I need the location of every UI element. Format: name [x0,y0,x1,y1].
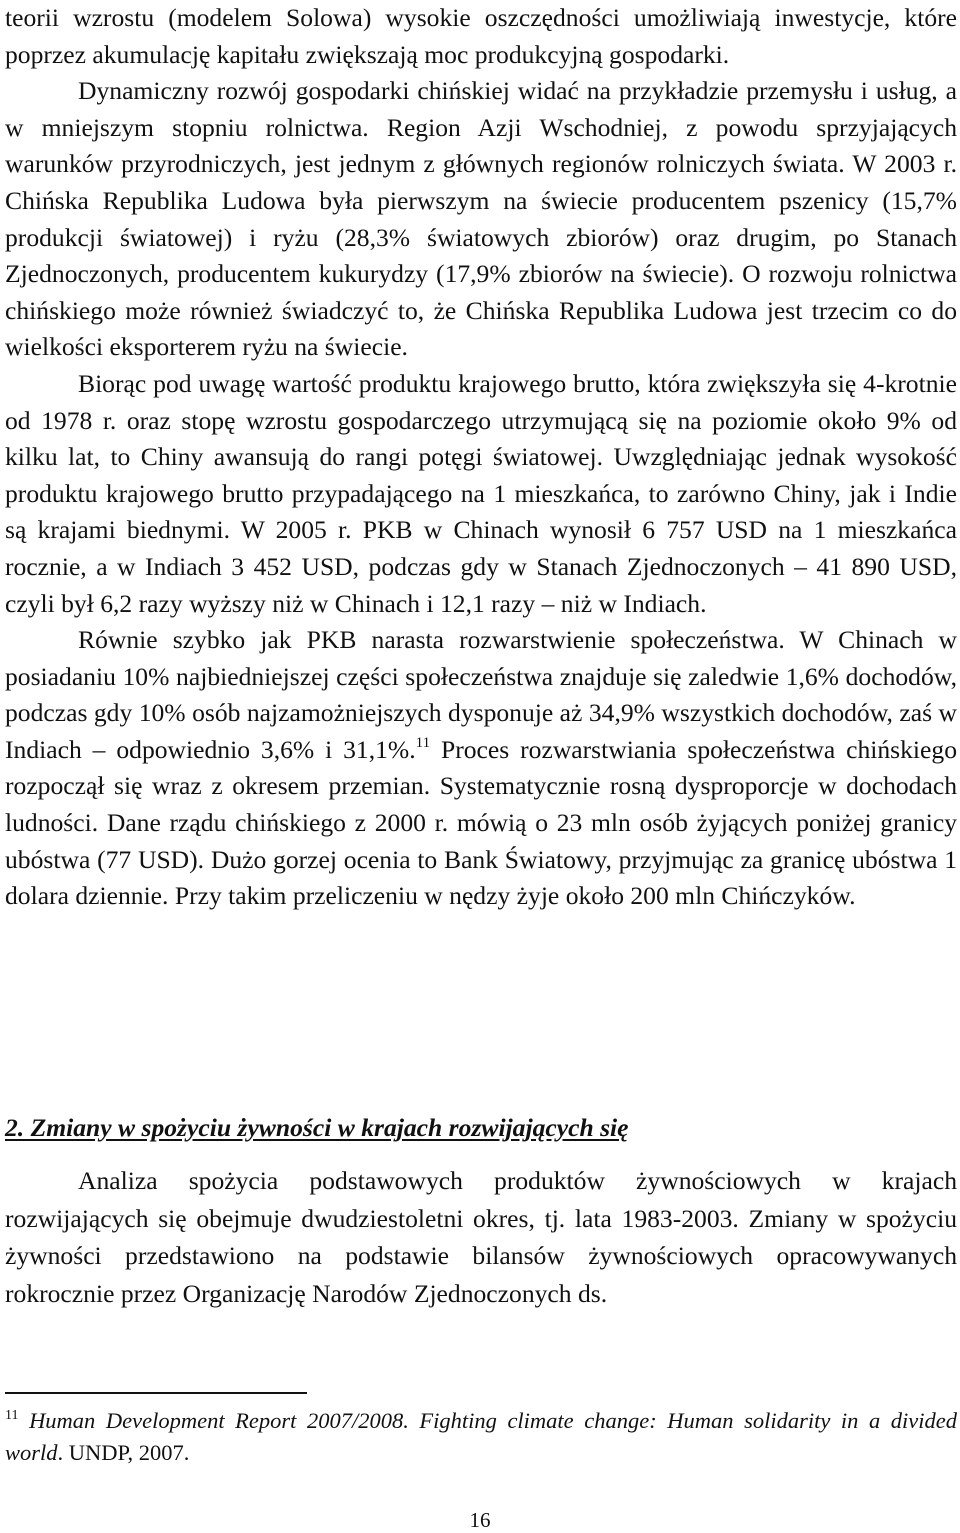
paragraph-4-part-1: Równie szybko jak PKB narasta rozwarstwienie społeczeństwa. W Chinach w posiadaniu 10% najbiedniejszej części społeczeństwa znajduje się zaledwie 1,6% dochodów, podczas gdy 10% osób najzamożniejszych dysponuje aż 34,9% wszystkich dochodów, zaś w Indiach – odpowiednio 3,6% i 31,1%. [5,625,957,764]
page-number: 16 [469,1508,491,1532]
paragraph-1: teorii wzrostu (modelem Solowa) wysokie oszczędności umożliwiają inwestycje, które poprzez akumulację kapitału zwiększają moc produkcyjną gospodarki. [5,3,957,69]
body-text [5,0,957,915]
section-body [5,1162,957,1312]
paragraph-3: Biorąc pod uwagę wartość produktu krajowego brutto, która zwiększyła się 4-krotnie od 1978 r. oraz stopę wzrostu gospodarczego utrzymującą się na poziomie około 9% od kilku lat, to Chiny awansują do rangi potęgi światowej. Uwzględniając jednak wysokość produktu krajowego brutto przypadającego na 1 mieszkańca, to zarówno Chiny, jak i Indie są krajami biednymi. W 2005 r. PKB w Chinach wynosił 6 757 USD na 1 mieszkańca rocznie, a w Indiach 3 452 USD, podczas gdy w Stanach Zjednoczonych – 41 890 USD, czyli był 6,2 razy wyższy niż w Chinach i 12,1 razy – niż w Indiach. [5,368,957,618]
paragraph-4 [5,622,957,915]
footnote-title: Human Development Report 2007/2008. Fighting climate change: Human solidarity in a divided world [5,1408,958,1465]
paragraph-4-part-2: Proces rozwarstwiania społeczeństwa chińskiego rozpoczął się wraz z okresem przemian. Systematycznie rosną dysproporcje w dochodach ludności. Dane rządu chińskiego z 2000 r. mówią o 23 mln osób żyjących poniżej granicy ubóstwa (77 USD). Dużo gorzej ocenia to Bank Światowy, przyjmując za granicę ubóstwa 1 dolara dziennie. Przy takim przeliczeniu w nędzy żyje około 200 mln Chińczyków. [5,734,957,911]
section-paragraph-1: Analiza spożycia podstawowych produktów żywnościowych w krajach rozwijających się obejmuje dwudziestoletni okres, tj. lata 1983-2003. Zmiany w spożyciu żywności przedstawiono na podstawie bilansów żywnościowych opracowywanych rokrocznie przez Organizację Narodów Zjednoczonych ds. [5,1166,957,1308]
footnote-divider [5,1392,307,1394]
footnote-number: 11 [5,1408,19,1423]
footnote-publisher: . UNDP, 2007. [57,1440,190,1465]
footnote-reference: 11 [415,734,431,751]
paragraph-2: Dynamiczny rozwój gospodarki chińskiej widać na przykładzie przemysłu i usług, a w mniejszym stopniu rolnictwa. Region Azji Wschodniej, z powodu sprzyjających warunków przyrodniczych, jest jednym z głównych regionów rolniczych świata. W 2003 r. Chińska Republika Ludowa była pierwszym na świecie producentem pszenicy (15,7% produkcji światowej) i ryżu (28,3% światowych zbiorów) oraz drugim, po Stanach Zjednoczonych, producentem kukurydzy (17,9% zbiorów na świecie). O rozwoju rolnictwa chińskiego może również świadczyć to, że Chińska Republika Ludowa jest trzecim co do wielkości eksporterem ryżu na świecie. [5,76,957,362]
section-heading: 2. Zmiany w spożyciu żywności w krajach rozwijających się [5,1113,629,1142]
footnote [5,1405,957,1469]
